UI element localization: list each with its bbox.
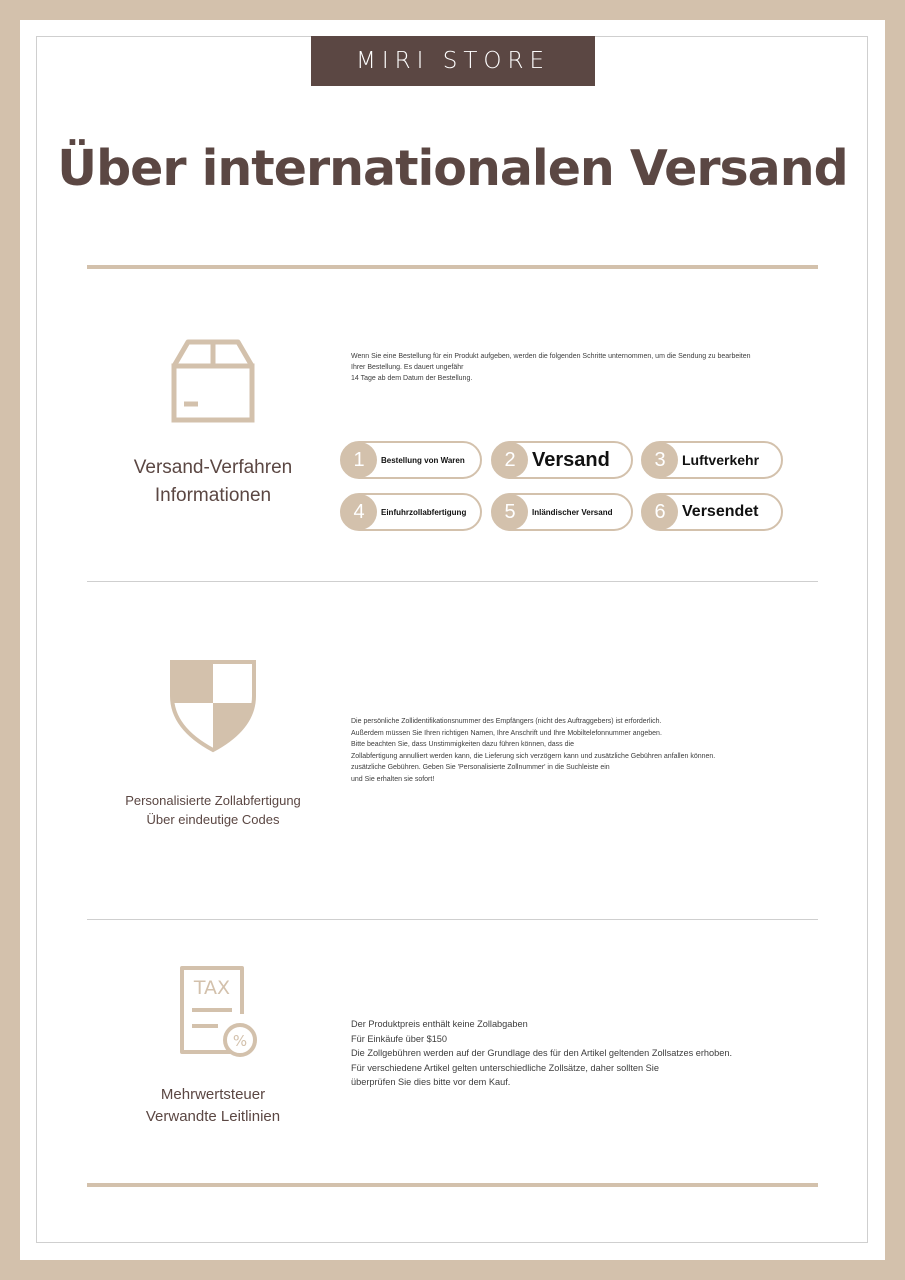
step-label: Luftverkehr [682, 452, 760, 468]
tax-document-icon [178, 964, 260, 1058]
step-pill-5 [491, 493, 633, 531]
divider-top [87, 265, 818, 269]
step-number: 3 [642, 442, 678, 478]
section-label-line: Personalisierte Zollabfertigung [125, 793, 301, 808]
step-pill-4 [340, 493, 482, 531]
divider-bottom [87, 1183, 818, 1187]
step-number: 6 [642, 494, 678, 530]
step-label: Einfuhrzollabfertigung [381, 507, 467, 517]
percent-symbol: % [232, 1032, 248, 1050]
section-label-customs [80, 792, 346, 830]
shipping-description: Wenn Sie eine Bestellung für ein Produkt aufgeben, werden die folgenden Schritte unternommen, um die Sendung zu bearbeiten Ihrer Bestellung. Es dauert ungefähr 14 Tage ab dem Datum der Bestellung. [351, 353, 751, 382]
step-number: 1 [341, 442, 377, 478]
step-number: 2 [492, 442, 528, 478]
step-label: Versand [532, 448, 610, 471]
section-label-line: Versand-Verfahren [133, 457, 293, 478]
step-number: 4 [341, 494, 377, 530]
page-title: Über internationalen Versand [57, 140, 848, 197]
tax-label: TAX [193, 977, 231, 999]
step-pill-3 [641, 441, 783, 479]
step-pill-2 [491, 441, 633, 479]
section-label-line: Über eindeutige Codes [146, 811, 280, 827]
section-label-line: Informationen [154, 484, 272, 506]
step-label: Versendet [682, 503, 759, 520]
step-pill-6 [641, 493, 783, 531]
tax-description: Der Produktpreis enthält keine Zollabgaben Für Einkäufe über $150 Die Zollgebühren werden auf der Grundlage des für den Artikel geltenden Zollsatzes erhoben. Für verschiedene Artikel gelten unterschiedliche Zollsätze, daher sollten Sie überprüfen Sie dies bitte vor dem Kauf. [351, 1019, 733, 1087]
box-icon [170, 338, 256, 424]
divider-2 [87, 919, 818, 920]
section-label-line: Verwandte Leitlinien [145, 1107, 281, 1125]
page-sheet [20, 20, 885, 1260]
brand-banner: MIRI STORE [311, 36, 595, 86]
customs-description: Die persönliche Zollidentifikationsnummer des Empfängers (nicht des Auftraggebers) ist erforderlich. Außerdem müssen Sie Ihren richtigen Namen, Ihre Anschrift und Ihre Mobiltelefonnummer angeben. Bitte beachten Sie, dass Unstimmigkeiten dazu führen können, dass die Zollabfertigung annulliert werden kann, die Lieferung sich verzögern kann und zusätzliche Gebühren anfallen können. zusätzliche Gebühren. Geben Sie 'Personalisierte Zollnummer' in die Suchleiste ein und Sie erhalten sie sofort! [351, 718, 716, 783]
divider-1 [87, 581, 818, 582]
step-label: Inländischer Versand [532, 507, 613, 517]
section-label-shipping [80, 454, 346, 509]
step-pill-1 [340, 441, 482, 479]
shield-icon [168, 658, 258, 753]
section-label-tax [80, 1084, 346, 1128]
step-label: Bestellung von Waren [381, 455, 465, 465]
section-label-line: Mehrwertsteuer [160, 1086, 266, 1103]
step-number: 5 [492, 494, 528, 530]
